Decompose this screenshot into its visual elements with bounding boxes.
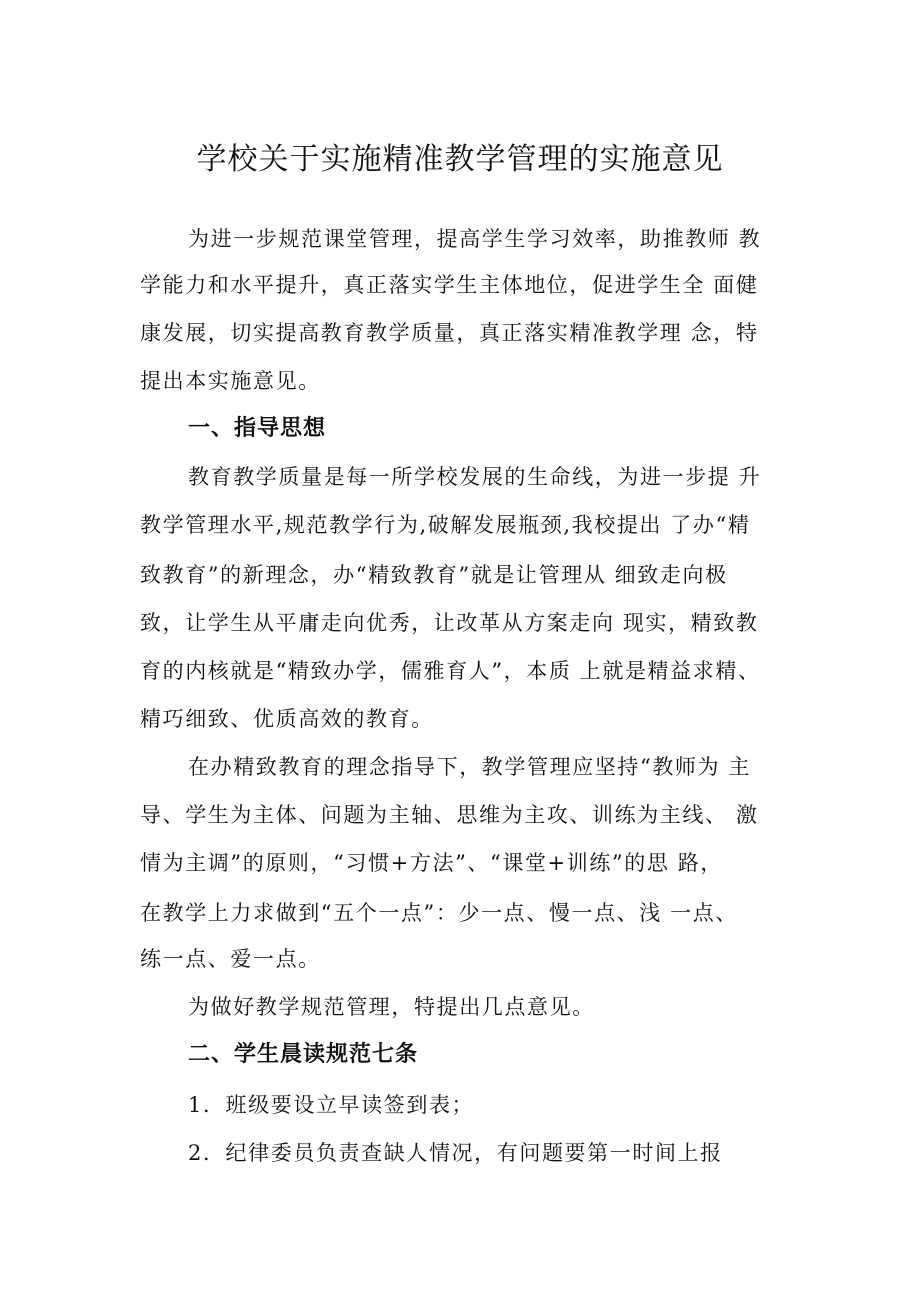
section-heading-morning-reading: 二、学生晨读规范七条 [188, 1042, 419, 1067]
body-line: 情为主调”的原则，“习惯+方法”、“课堂+训练”的思 路， [140, 851, 723, 875]
body-line: 教学管理水平,规范教学行为,破解发展瓶颈,我校提出 了办“精 [140, 513, 751, 537]
list-item: 1．班级要设立早读签到表； [188, 1093, 475, 1117]
section-heading-guiding-thought: 一、指导思想 [188, 416, 327, 441]
body-line: 育的内核就是“精致办学，儒雅育人”，本质 上就是精益求精、 [140, 659, 761, 683]
intro-line: 提出本实施意见。 [140, 369, 321, 393]
body-line: 致教育”的新理念，办“精致教育”就是让管理从 细致走向极 [140, 563, 728, 587]
body-line: 在教学上力求做到“五个一点”：少一点、慢一点、浅 一点、 [140, 901, 738, 925]
body-line: 精巧细致、优质高效的教育。 [140, 707, 434, 731]
intro-line: 康发展，切实提高教育教学质量，真正落实精准教学理 念，特 [140, 321, 759, 345]
document-title: 学校关于实施精准教学管理的实施意见 [196, 142, 724, 177]
body-line: 为做好教学规范管理，特提出几点意见。 [188, 995, 595, 1019]
body-line: 练一点、爱一点。 [140, 947, 321, 971]
intro-line: 为进一步规范课堂管理，提高学生学习效率，助推教师 教 [188, 227, 762, 251]
body-line: 导、学生为主体、问题为主轴、思维为主攻、训练为主线、 激 [140, 803, 759, 827]
intro-line: 学能力和水平提升，真正落实学生主体地位，促进学生全 面健 [140, 273, 759, 297]
list-item: 2．纪律委员负责查缺人情况，有问题要第一时间上报 [188, 1141, 723, 1165]
body-line: 教育教学质量是每一所学校发展的生命线，为进一步提 升 [188, 465, 762, 489]
body-line: 在办精致教育的理念指导下，教学管理应坚持“教师为 主 [188, 755, 752, 779]
body-line: 致，让学生从平庸走向优秀，让改革从方案走向 现实，精致教 [140, 611, 759, 635]
